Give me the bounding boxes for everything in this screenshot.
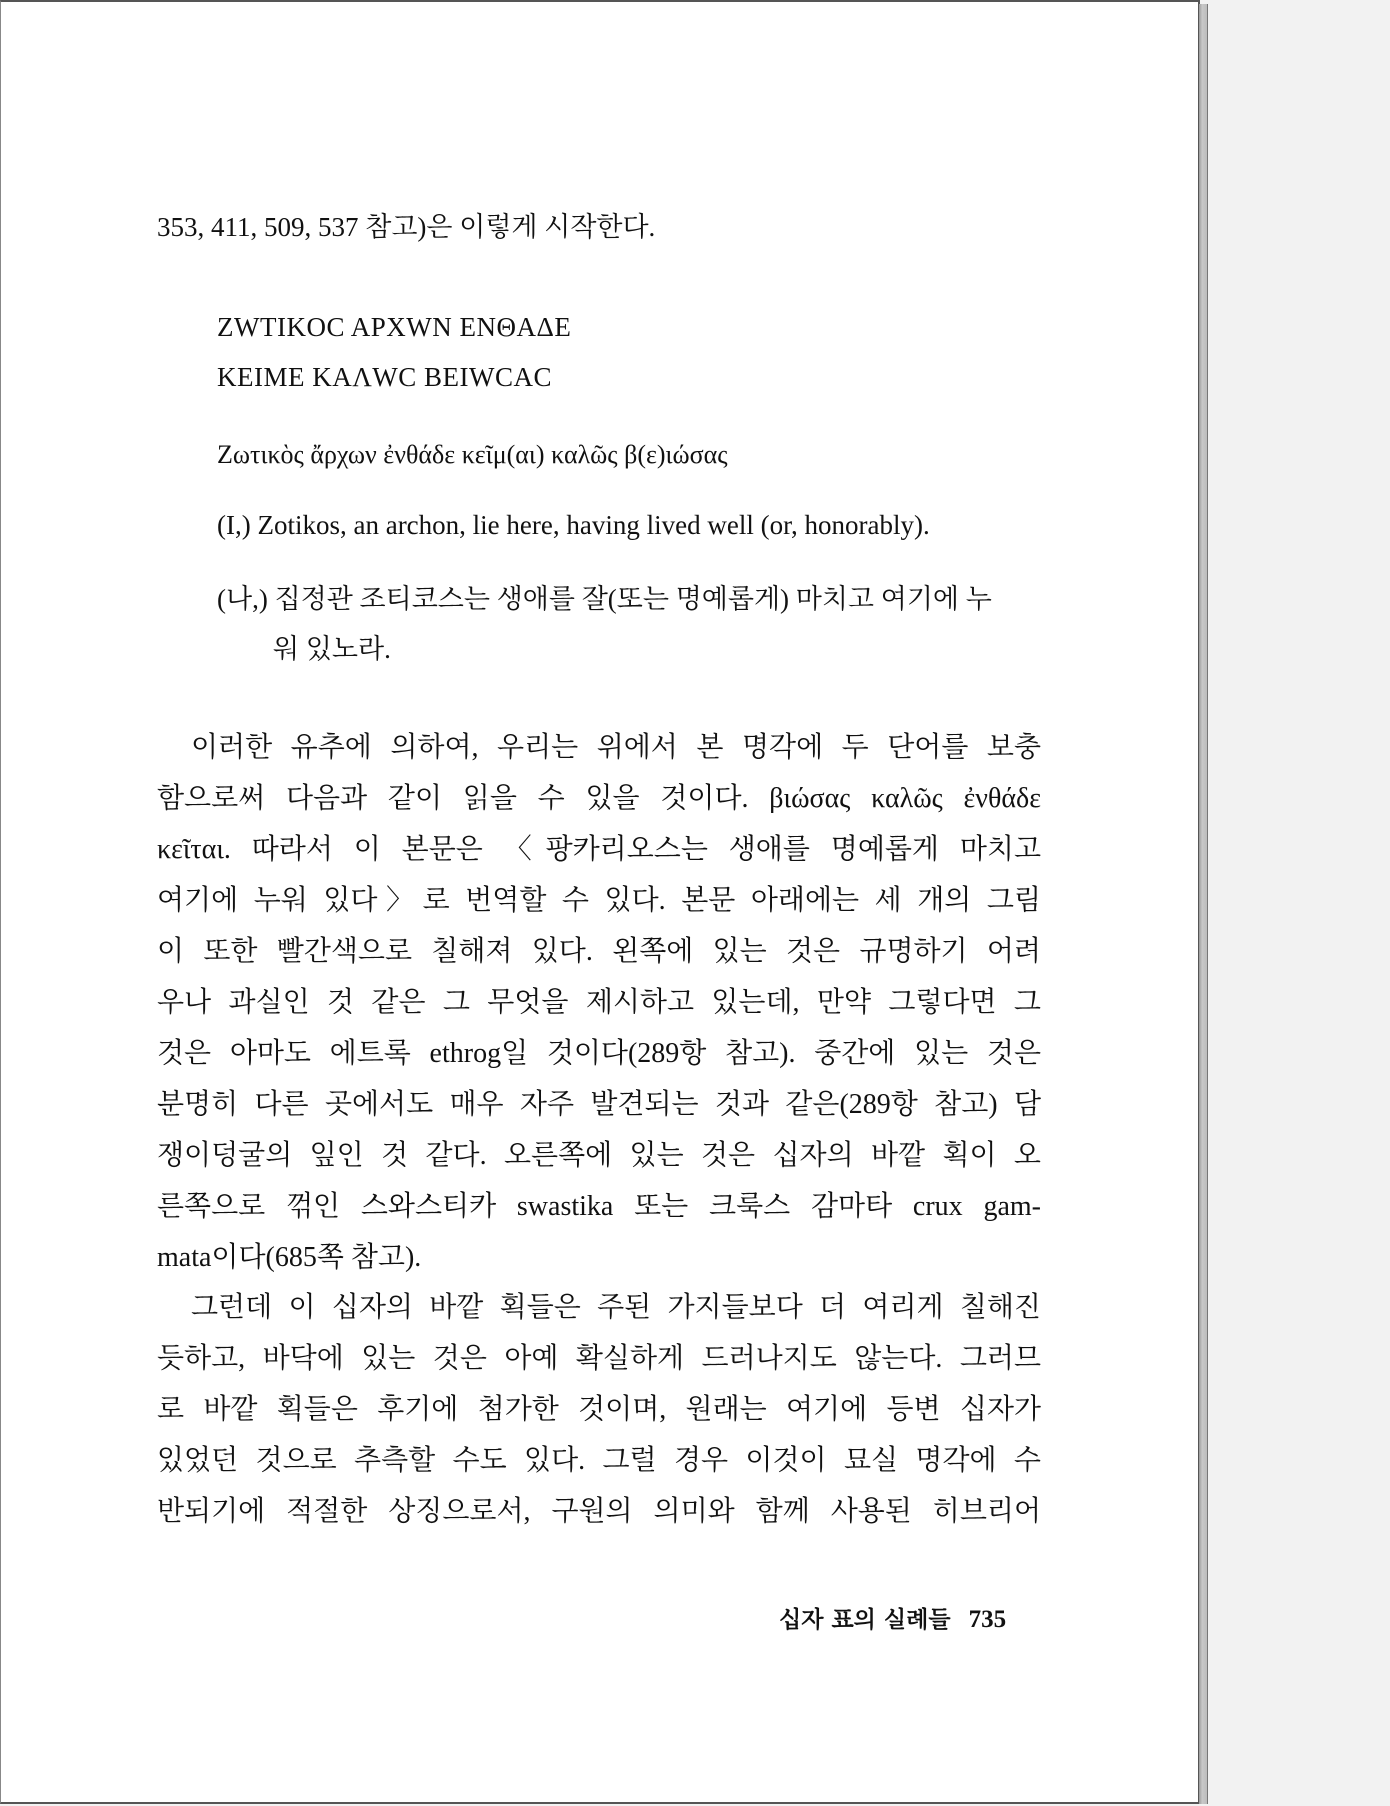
paragraph-line: 듯하고, 바닥에 있는 것은 아예 확실하게 드러나지도 않는다. 그러므 (157, 1343, 1041, 1374)
korean-translation-line-2: 워 있노라. (273, 634, 391, 664)
paragraph-line: 여기에 누워 있다〉로 번역할 수 있다. 본문 아래에는 세 개의 그림 (157, 885, 1041, 916)
running-section-title: 십자 표의 실례들 (779, 1607, 951, 1633)
paragraph-line: κεῖται. 따라서 이 본문은 〈팡카리오스는 생애를 명예롭게 마치고 (157, 834, 1041, 865)
body-paragraph-1 (157, 722, 1041, 1283)
paragraph-line: 른쪽으로 꺾인 스와스티카 swastika 또는 크룩스 감마타 crux gam- (157, 1191, 1041, 1222)
paragraph-line: 이러한 유추에 의하여, 우리는 위에서 본 명각에 두 단어를 보충 (191, 732, 1041, 763)
korean-translation-line-1: (나,) 집정관 조티코스는 생애를 잘(또는 명예롭게) 마치고 여기에 누 (217, 584, 992, 614)
greek-transcription: Ζωτικὸς ἄρχων ἐνθάδε κεῖμ(αι) καλῶς β(ε)ιώσας (217, 440, 728, 469)
paragraph-line: 쟁이덩굴의 잎인 것 같다. 오른쪽에 있는 것은 십자의 바깥 획이 오 (157, 1140, 1041, 1171)
paragraph-line: 반되기에 적절한 상징으로서, 구원의 의미와 함께 사용된 히브리어 (157, 1496, 1041, 1527)
epitaph-line-2: KEIME KAΛWC BEIWCAC (217, 362, 553, 392)
paragraph-line: 이 또한 빨간색으로 칠해져 있다. 왼쪽에 있는 것은 규명하기 어려 (157, 936, 1041, 967)
body-paragraph-2 (157, 1282, 1041, 1537)
paragraph-line: 것은 아마도 에트록 ethrog일 것이다(289항 참고). 중간에 있는 것은 (157, 1038, 1041, 1069)
paragraph-line: 함으로써 다음과 같이 읽을 수 있을 것이다. βιώσας καλῶς ἐνθάδε (157, 783, 1041, 814)
paragraph-line: 분명히 다른 곳에서도 매우 자주 발견되는 것과 같은(289항 참고) 담 (157, 1089, 1041, 1120)
epitaph-line-1: ZWTIKOC APXWN ENΘAΔE (217, 312, 572, 342)
intro-line: 353, 411, 509, 537 참고)은 이렇게 시작한다. (157, 212, 656, 242)
page-number: 735 (968, 1606, 1007, 1633)
english-translation: (I,) Zotikos, an archon, lie here, having lived well (or, honorably). (217, 510, 930, 540)
paragraph-line: 그런데 이 십자의 바깥 획들은 주된 가지들보다 더 여리게 칠해진 (191, 1292, 1041, 1323)
page-edge-shadow (1199, 4, 1208, 1804)
page-footer (779, 1600, 1006, 1640)
paragraph-line: 있었던 것으로 추측할 수도 있다. 그럴 경우 이것이 묘실 명각에 수 (157, 1445, 1041, 1476)
paragraph-line: mata이다(685쪽 참고). (157, 1242, 422, 1273)
paragraph-line: 우나 과실인 것 같은 그 무엇을 제시하고 있는데, 만약 그렇다면 그 (157, 987, 1041, 1018)
paragraph-line: 로 바깥 획들은 후기에 첨가한 것이며, 원래는 여기에 등변 십자가 (157, 1394, 1041, 1425)
